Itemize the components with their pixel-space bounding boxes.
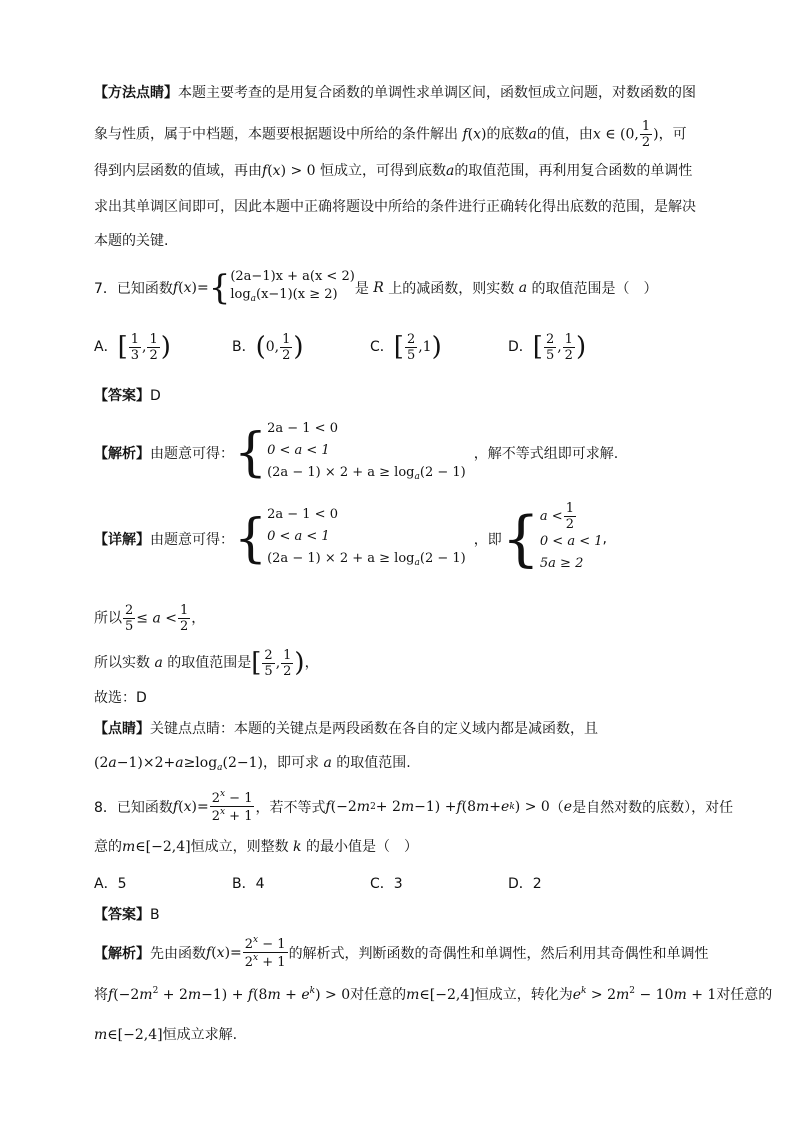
q7-analysis: 【解析】 由题意可得： { 2a − 1 < 0 0 < a < 1 $(2a - 1) \times 2 + a \ge \log_a(2 - 1)$ ，解不等式组即可求解. <box>94 418 618 488</box>
q8-stem-2: 意的m∈[−2,4]恒成立，则整数 k 的最小值是（ ） <box>94 839 418 855</box>
formula-fx: f <box>462 126 468 143</box>
q7-key: 【点睛】关键点点睛：本题的关键点是两段函数在各自的定义域内都是减函数，且 <box>94 721 598 737</box>
q8-option-c: C．3 <box>370 876 403 892</box>
q8-stem-1: 8．已知函数 f ( x )= $\frac{2^x - 1}{2^x + 1}$ ，若不等式 f (−2 m 2 + 2 m −1) + f (8 m + e k ) > 0 （ e 是自然对数的底数），对任 <box>94 789 734 824</box>
q7-option-d: D．[ $\frac{2}{5}$ , $\frac{1}{2}$ ) <box>508 331 587 363</box>
q7-detail: 【详解】 由题意可得： { 2a − 1 < 0 0 < a < 1 $(2a - 1) \times 2 + a \ge \log_a(2 - 1)$ ，即 { a < $\frac{1}{2}$ 0 < a < 1 5a ≥ 2 , <box>94 501 607 574</box>
q8-analysis-1: 【解析】 先由函数 f ( x )= $\frac{2^x - 1}{2^x + 1}$ 的解析式，判断函数的奇偶性和单调性，然后利用其奇偶性和单调性 <box>94 935 709 970</box>
q7-stem: 7．已知函数 f ( x )= { (2a−1)x + a(x < 2) $\log_a(x-1)(x \ge 2)$ 是 R 上的减函数，则实数 a 的取值范围是（ ） <box>94 268 658 308</box>
analysis-system: { 2a − 1 < 0 0 < a < 1 $(2a - 1) \times 2 + a \ge \log_a(2 - 1)$ <box>234 421 466 483</box>
fraction-1-2: $\frac{1}{2}$ <box>641 119 651 150</box>
q7-key-2: $(2a-1)\times 2+a\ge\log_a(2-1)$，即可求 a 的取值范围. <box>94 755 411 773</box>
method-line-3: 得到内层函数的值域，再由f(x) > 0 恒成立，可得到底数a的取值范围，再利用复合函数的单调性 <box>94 163 693 179</box>
q8-option-d: D．2 <box>508 876 542 892</box>
q8-analysis-3: m∈[−2,4]恒成立求解. <box>94 1027 238 1043</box>
method-line-5: 本题的关键. <box>94 233 169 249</box>
q8-option-b: B．4 <box>232 876 265 892</box>
q7-so-2: 所以实数 a 的取值范围是[ $\frac{2}{5}$ , $\frac{1}{2}$ )， <box>94 647 319 679</box>
method-tag: 【方法点睛】 <box>94 85 178 101</box>
detail-system-2: { a < $\frac{1}{2}$ 0 < a < 1 5a ≥ 2 <box>501 501 603 574</box>
q7-option-c: C．[ $\frac{2}{5}$ ,1) <box>370 331 442 363</box>
method-line-1: 【方法点睛】本题主要考查的是用复合函数的单调性求单调区间，函数恒成立问题，对数函数的图 <box>94 85 696 101</box>
q7-so-1: 所以 $\frac{2}{5}$ ≤ a < $\frac{1}{2}$ ， <box>94 603 206 634</box>
detail-system: { 2a − 1 < 0 0 < a < 1 $(2a - 1) \times 2 + a \ge \log_a(2 - 1)$ <box>234 506 466 569</box>
q8-answer: 【答案】B <box>94 907 160 923</box>
q7-piecewise: { (2a−1)x + a(x < 2) $\log_a(x-1)(x \ge 2)$ <box>208 268 355 308</box>
q7-option-a: A．[ $\frac{1}{3}$ , $\frac{1}{2}$ ) <box>94 331 171 363</box>
q7-choose: 故选：D <box>94 690 147 706</box>
q7-option-b: B．(0, $\frac{1}{2}$ ) <box>232 331 304 363</box>
q8-option-a: A．5 <box>94 876 127 892</box>
method-line-4: 求出其单调区间即可，因此本题中正确将题设中所给的条件进行正确转化得出底数的范围，是解决 <box>94 199 696 215</box>
q8-analysis-2: 将$f(-2m^2 + 2m-1) + f(8m + e^k) > 0$对任意的m∈[−2,4]恒成立，转化为$e^k > 2m^2 - 10m + 1$对任意的 <box>94 986 773 1003</box>
method-line-2: 象与性质，属于中档题，本题要根据题设中所给的条件解出 f(x)的底数a的值，由x ∈ (0, $\frac{1}{2}$ )，可 <box>94 119 687 150</box>
q7-answer: 【答案】D <box>94 388 161 404</box>
